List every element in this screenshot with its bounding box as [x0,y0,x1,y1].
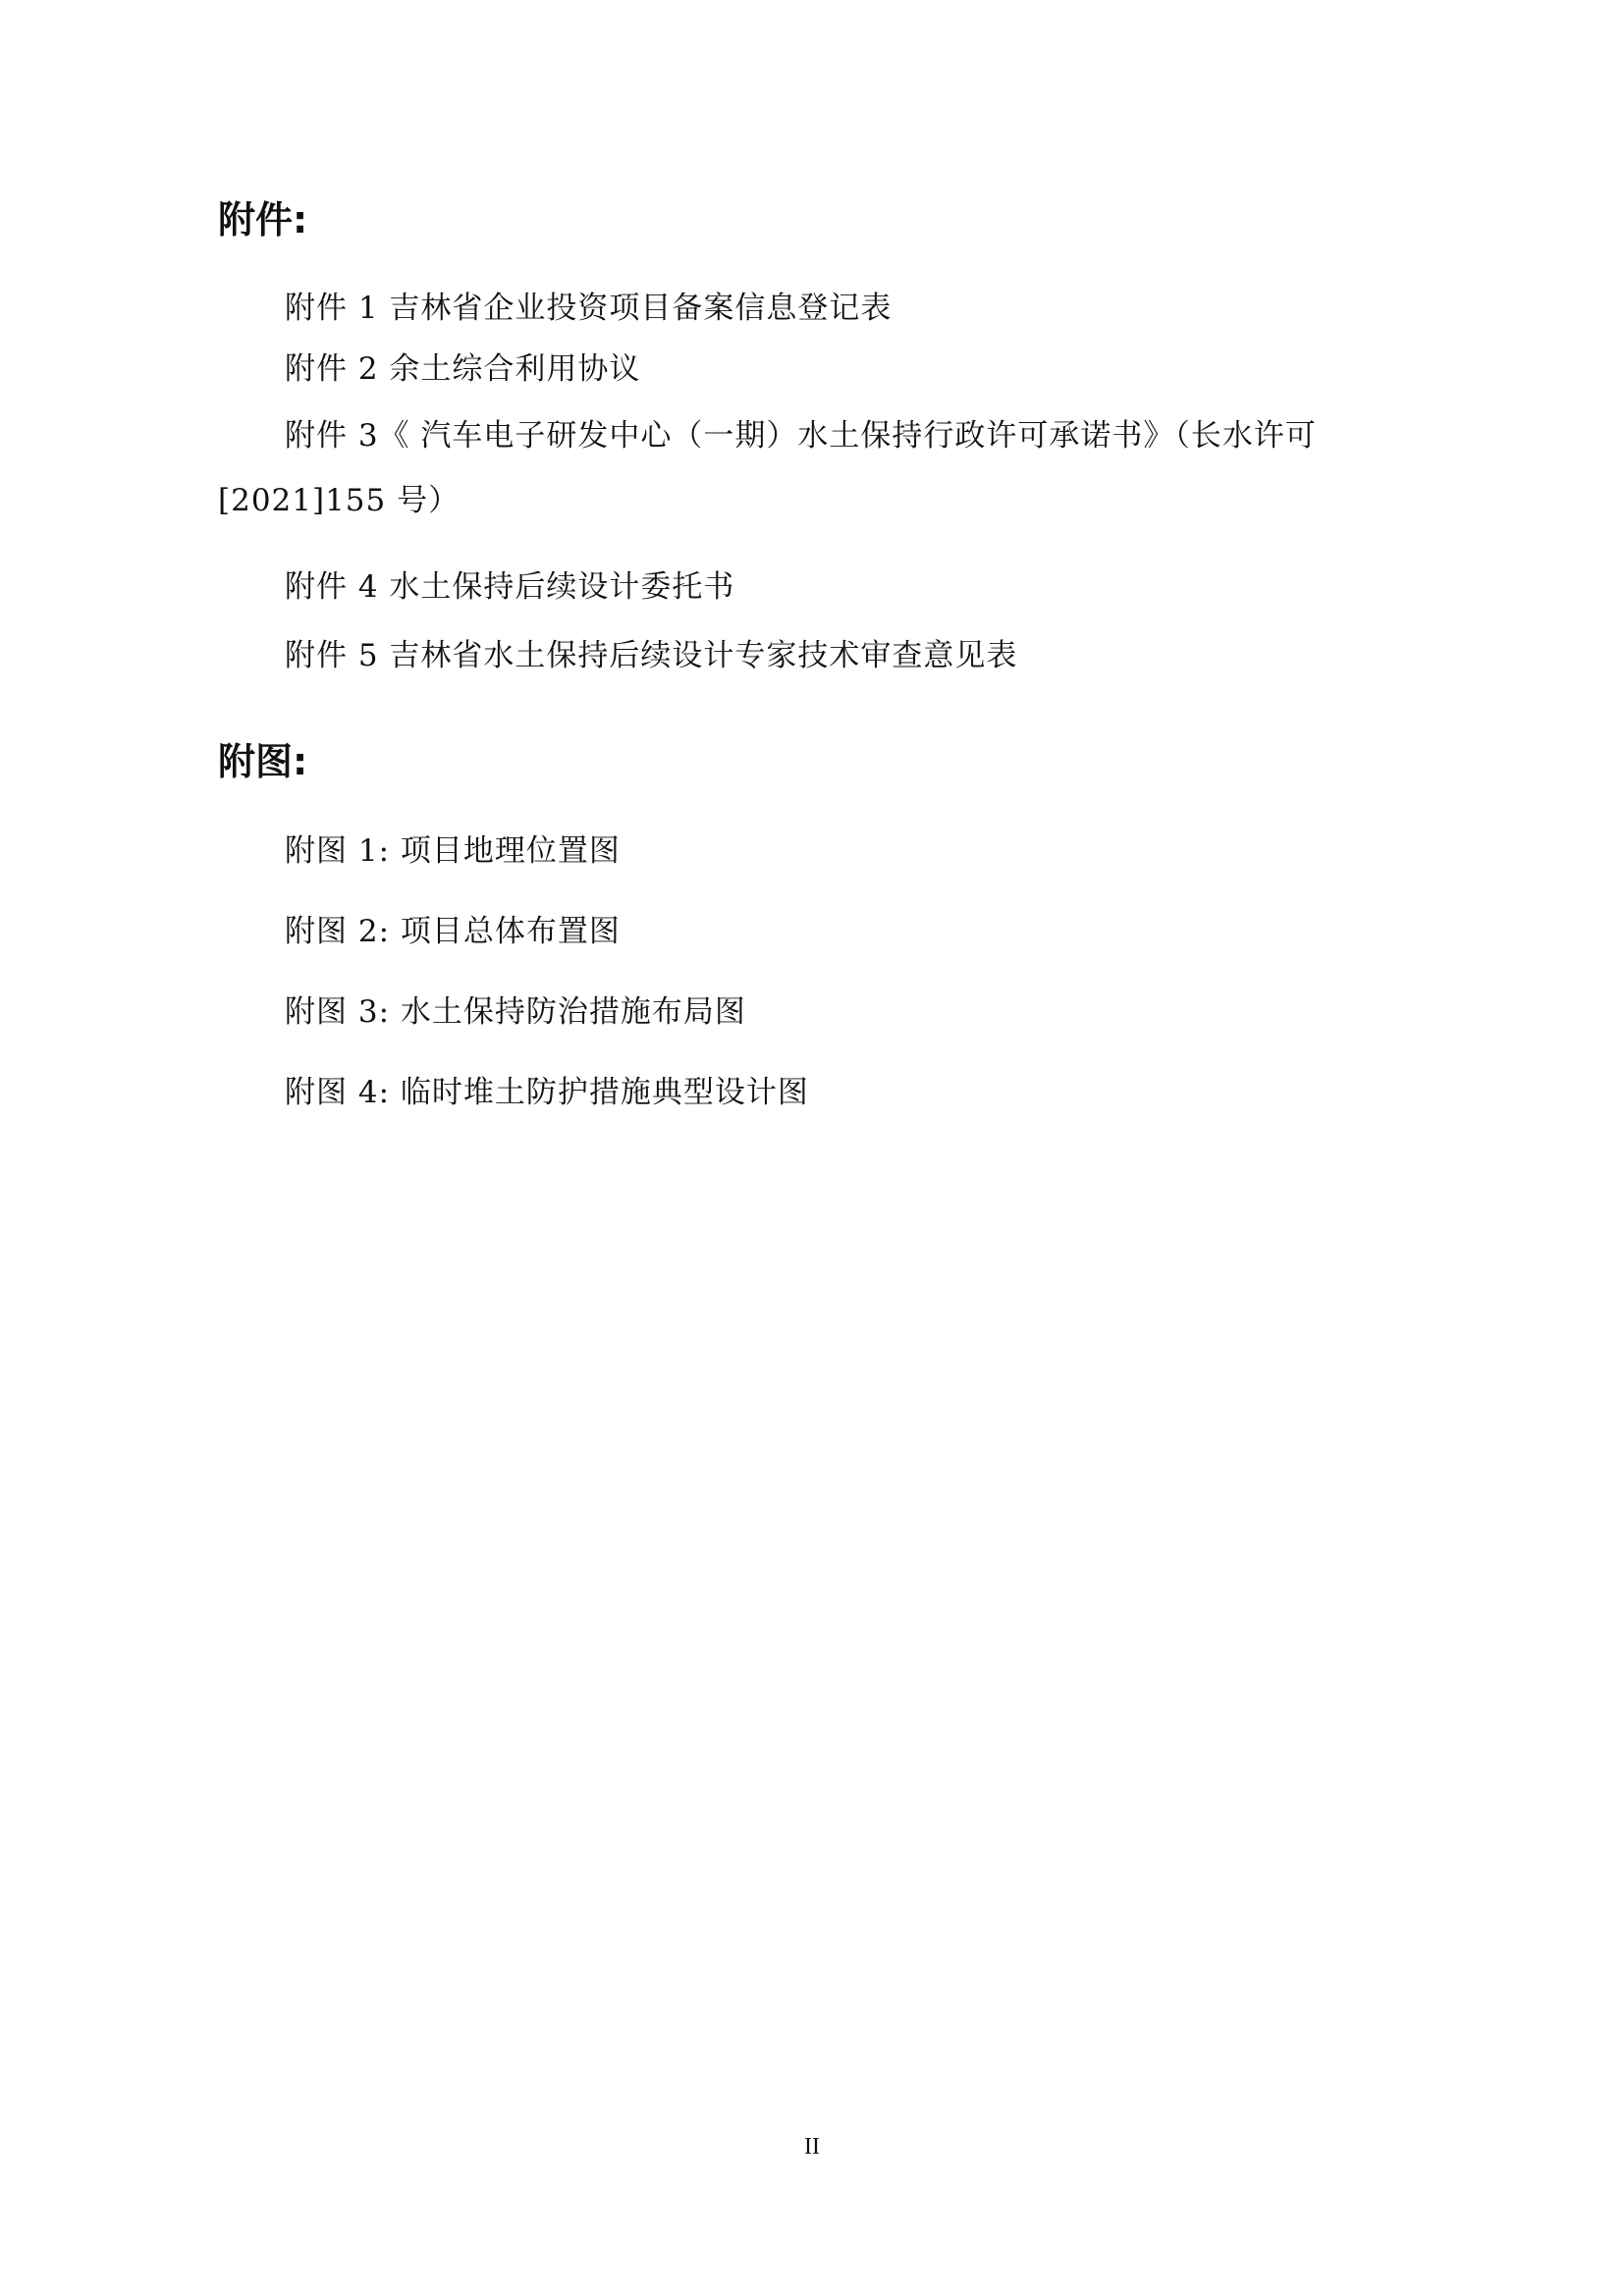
attachments-heading: 附件: [218,198,308,241]
attachment-item-2: 附件 2 余土综合利用协议 [285,351,641,387]
figure-item-4: 附图 4: 临时堆土防护措施典型设计图 [285,1075,809,1110]
attachment-item-4: 附件 4 水土保持后续设计委托书 [285,569,735,605]
attachment-item-3: 附件 3《 汽车电子研发中心（一期）水土保持行政许可承诺书》（长水许可 [285,418,1317,454]
figures-heading: 附图: [218,740,308,783]
figure-item-3: 附图 3: 水土保持防治措施布局图 [285,994,746,1030]
attachment-item-5: 附件 5 吉林省水土保持后续设计专家技术审查意见表 [285,638,1018,673]
figure-item-1: 附图 1: 项目地理位置图 [285,833,621,869]
attachment-item-3-continuation: [2021]155 号） [218,483,460,518]
figure-item-2: 附图 2: 项目总体布置图 [285,914,621,949]
page-number: II [804,2134,820,2160]
attachment-item-1: 附件 1 吉林省企业投资项目备案信息登记表 [285,291,893,326]
